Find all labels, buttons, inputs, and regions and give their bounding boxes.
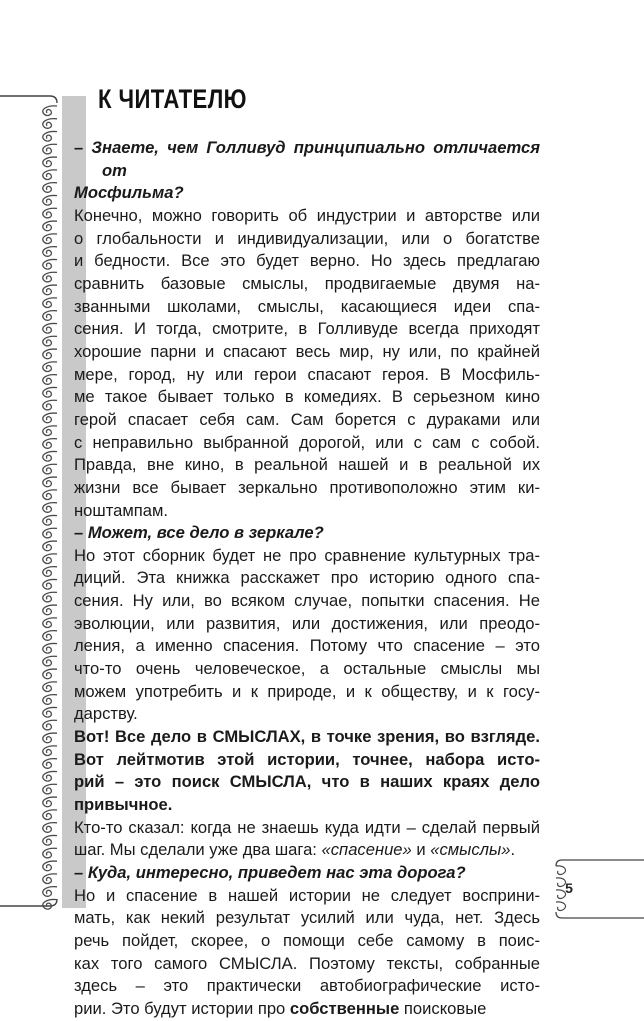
swirl-mark xyxy=(43,349,57,359)
text-line: – Может, все дело в зеркале? xyxy=(74,523,324,543)
text-line: с неправильно выбранной дорогой, или с сам с собой. xyxy=(74,432,540,452)
text-line: Но этот сборник будет не про сравнение культурных тра- xyxy=(74,545,540,565)
swirl-mark xyxy=(43,874,57,884)
swirl-mark xyxy=(43,375,57,385)
text-line: дарству. xyxy=(74,704,138,724)
swirl-mark xyxy=(43,695,57,705)
swirl-mark xyxy=(43,835,57,845)
text-line: здесь – это практически автобиографические истo- xyxy=(74,976,540,996)
swirl-mark xyxy=(43,311,57,321)
text-line: рии. Это будут истории про собственные поисковые xyxy=(74,998,487,1018)
text-line: сения. И тогда, смотрите, в Голливуде всегда приходят xyxy=(74,319,540,339)
swirl-mark xyxy=(43,170,57,180)
swirl-mark xyxy=(43,797,57,807)
text-line: жизни все бывает зеркально противоположно этим ки- xyxy=(74,477,540,497)
swirl-mark xyxy=(43,810,57,820)
text-line: рий – это поиск СМЫСЛА, что в наших краях дело xyxy=(74,772,540,792)
swirl-mark xyxy=(43,631,57,641)
swirl-mark xyxy=(43,887,57,897)
swirl-mark xyxy=(43,579,57,589)
swirl-mark xyxy=(43,618,57,628)
text-line: герой спасает себя сам. Сам борется с дураками или xyxy=(74,409,540,429)
swirl-mark xyxy=(43,439,57,449)
swirl-mark xyxy=(43,426,57,436)
swirl-mark xyxy=(43,259,57,269)
text-line: Кто-то сказал: когда не знаешь куда идти – сделай первый xyxy=(74,817,540,837)
paragraph xyxy=(74,545,540,726)
swirl-mark xyxy=(43,848,57,858)
text-line: – Куда, интересно, приведет нас эта дорога? xyxy=(74,863,466,882)
swirl-mark xyxy=(43,336,57,346)
page-number: 5 xyxy=(565,880,573,896)
text-line: можем употребить и к природе, и к обществу, и к госу- xyxy=(74,681,540,701)
text-line: ках того самого СМЫСЛА. Поэтому тексты, собранные xyxy=(74,953,540,973)
swirl-mark xyxy=(43,144,57,154)
swirl-mark xyxy=(43,746,57,756)
swirl-mark xyxy=(43,490,57,500)
swirl-mark xyxy=(43,515,57,525)
question-paragraph xyxy=(74,862,540,885)
swirl-mark xyxy=(43,541,57,551)
swirl-mark xyxy=(43,605,57,615)
paragraph xyxy=(74,885,540,1021)
swirl-mark xyxy=(43,733,57,743)
question-paragraph xyxy=(74,137,540,205)
text-line: мере, город, ну или герои спасают героя. В Мосфиль- xyxy=(74,364,540,384)
text-line: сравнить базовые смыслы, продвигаемые двумя на- xyxy=(74,273,540,293)
swirl-mark xyxy=(43,221,57,231)
text-line: Вот лейтмотив этой истории, точнее, набора исто- xyxy=(74,749,540,769)
text-line: шаг. Мы сделали уже два шага: «спасение» и «смыслы». xyxy=(74,840,516,860)
swirl-mark xyxy=(43,823,57,833)
text-line: Вот! Все дело в СМЫСЛАХ, в точке зрения, во взгляде. xyxy=(74,727,540,747)
text-line: диций. Эта книжка расскажет про историю одного спа- xyxy=(74,568,540,588)
swirl-mark xyxy=(43,119,57,129)
swirl-mark xyxy=(43,362,57,372)
swirl-mark xyxy=(43,195,57,205)
swirl-mark xyxy=(43,669,57,679)
text-line: Конечно, можно говорить об индустрии и авторстве или xyxy=(74,205,540,225)
swirl-mark xyxy=(43,707,57,717)
text-line: что-то очень человеческое, а остальные смыслы мы xyxy=(74,659,540,679)
swirl-mark xyxy=(43,554,57,564)
paragraph xyxy=(74,817,540,862)
swirl-mark xyxy=(43,157,57,167)
swirl-mark xyxy=(43,720,57,730)
text-line: ноштампам. xyxy=(74,500,168,520)
swirl-mark xyxy=(43,131,57,141)
text-line: и бедности. Все это будет верно. Но здесь предлагаю xyxy=(74,251,540,271)
swirl-mark xyxy=(43,285,57,295)
text-line: Мосфильма? xyxy=(74,183,184,203)
swirl-mark xyxy=(43,387,57,397)
text-line: Но и спасение в нашей истории не следует восприни- xyxy=(74,885,540,905)
text-line: званными школами, смыслы, касающиеся идеи спа- xyxy=(74,296,540,316)
swirl-border-ornament xyxy=(0,0,66,1000)
text-line: эволюции, или развития, или достижения, или преодо- xyxy=(74,613,540,633)
question-paragraph xyxy=(74,522,540,545)
swirl-mark xyxy=(43,567,57,577)
text-line: Правда, вне кино, в реальной нашей и в реальной их xyxy=(74,455,540,475)
swirl-mark xyxy=(43,183,57,193)
text-line: ления, а именно спасения. Потому что спасение – это xyxy=(74,636,540,656)
swirl-mark xyxy=(43,503,57,513)
swirl-mark xyxy=(43,682,57,692)
body-text xyxy=(74,137,540,1021)
text-line: о глобальности и индивидуализации, или о богатстве xyxy=(74,228,540,248)
text-line: речь пойдет, скорее, о помощи себе самому в поис- xyxy=(74,930,540,950)
paragraph xyxy=(74,205,540,522)
swirl-mark xyxy=(43,234,57,244)
page-title: К ЧИТАТЕЛЮ xyxy=(98,84,247,114)
swirl-mark xyxy=(43,451,57,461)
text-line: ме такое бывает только в комедиях. В серьезном кино xyxy=(74,387,540,407)
swirl-mark xyxy=(43,106,57,116)
swirl-mark xyxy=(43,464,57,474)
swirl-mark xyxy=(43,413,57,423)
swirl-mark xyxy=(43,592,57,602)
swirl-mark xyxy=(43,528,57,538)
text-line: сения. Ну или, во всяком случае, попытки спасения. Не xyxy=(74,591,540,611)
swirl-mark xyxy=(43,759,57,769)
swirl-mark xyxy=(43,643,57,653)
text-line: хорошие парни и спасают весь мир, ну или, по крайней xyxy=(74,341,540,361)
swirl-mark xyxy=(43,208,57,218)
swirl-mark xyxy=(43,656,57,666)
swirl-mark xyxy=(43,477,57,487)
swirl-mark xyxy=(43,400,57,410)
swirl-mark xyxy=(43,771,57,781)
swirl-mark xyxy=(43,323,57,333)
swirl-mark xyxy=(43,784,57,794)
swirl-mark xyxy=(43,861,57,871)
bold-paragraph xyxy=(74,726,540,817)
swirl-mark xyxy=(43,247,57,257)
text-line: привычное. xyxy=(74,795,173,815)
text-line: – Знаете, чем Голливуд принципиально отличается от xyxy=(74,138,540,180)
swirl-mark xyxy=(43,272,57,282)
swirl-mark xyxy=(43,298,57,308)
text-line: мать, как некий результат усилий или чуда, нет. Здесь xyxy=(74,908,540,928)
